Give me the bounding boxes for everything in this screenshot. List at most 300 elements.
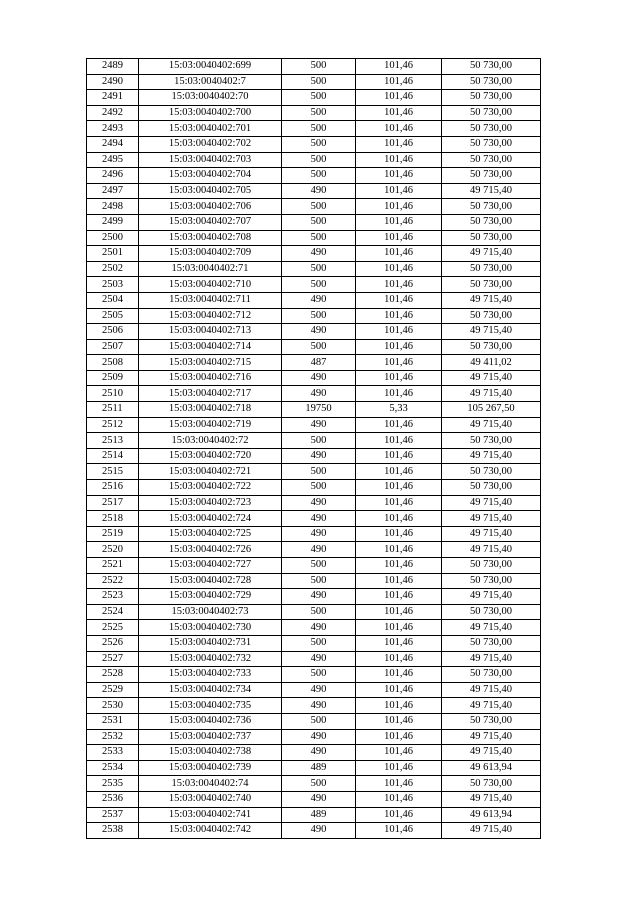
- cadastral-number-cell: 15:03:0040402:716: [139, 370, 282, 386]
- row-number-cell: 2530: [87, 698, 139, 714]
- value-cell: 50 730,00: [442, 308, 541, 324]
- rate-cell: 101,46: [356, 339, 442, 355]
- value-cell: 49 715,40: [442, 526, 541, 542]
- row-number-cell: 2498: [87, 199, 139, 215]
- cadastral-number-cell: 15:03:0040402:719: [139, 417, 282, 433]
- cadastral-number-cell: 15:03:0040402:738: [139, 745, 282, 761]
- area-cell: 490: [282, 698, 356, 714]
- row-number-cell: 2503: [87, 277, 139, 293]
- row-number-cell: 2504: [87, 292, 139, 308]
- rate-cell: 101,46: [356, 105, 442, 121]
- value-cell: 49 715,40: [442, 246, 541, 262]
- cadastral-number-cell: 15:03:0040402:708: [139, 230, 282, 246]
- cadastral-number-cell: 15:03:0040402:734: [139, 682, 282, 698]
- area-cell: 500: [282, 480, 356, 496]
- table-row: [87, 292, 541, 308]
- value-cell: 50 730,00: [442, 776, 541, 792]
- area-cell: 500: [282, 776, 356, 792]
- cadastral-number-cell: 15:03:0040402:724: [139, 511, 282, 527]
- row-number-cell: 2496: [87, 168, 139, 184]
- cadastral-number-cell: 15:03:0040402:73: [139, 604, 282, 620]
- area-cell: 490: [282, 620, 356, 636]
- value-cell: 50 730,00: [442, 635, 541, 651]
- table-row: [87, 121, 541, 137]
- value-cell: 49 715,40: [442, 292, 541, 308]
- cadastral-number-cell: 15:03:0040402:704: [139, 168, 282, 184]
- area-cell: 490: [282, 324, 356, 340]
- rate-cell: 101,46: [356, 448, 442, 464]
- value-cell: 50 730,00: [442, 667, 541, 683]
- rate-cell: 101,46: [356, 464, 442, 480]
- row-number-cell: 2529: [87, 682, 139, 698]
- area-cell: 500: [282, 105, 356, 121]
- row-number-cell: 2497: [87, 183, 139, 199]
- row-number-cell: 2528: [87, 667, 139, 683]
- cadastral-number-cell: 15:03:0040402:732: [139, 651, 282, 667]
- value-cell: 49 411,02: [442, 355, 541, 371]
- area-cell: 500: [282, 59, 356, 75]
- row-number-cell: 2491: [87, 90, 139, 106]
- area-cell: 500: [282, 230, 356, 246]
- cadastral-number-cell: 15:03:0040402:718: [139, 402, 282, 418]
- value-cell: 50 730,00: [442, 261, 541, 277]
- row-number-cell: 2525: [87, 620, 139, 636]
- value-cell: 49 715,40: [442, 495, 541, 511]
- value-cell: 49 715,40: [442, 324, 541, 340]
- row-number-cell: 2509: [87, 370, 139, 386]
- table-row: [87, 386, 541, 402]
- value-cell: 50 730,00: [442, 277, 541, 293]
- table-row: [87, 682, 541, 698]
- cadastral-number-cell: 15:03:0040402:707: [139, 214, 282, 230]
- row-number-cell: 2522: [87, 573, 139, 589]
- rate-cell: 101,46: [356, 745, 442, 761]
- rate-cell: 101,46: [356, 152, 442, 168]
- row-number-cell: 2523: [87, 589, 139, 605]
- table-row: [87, 402, 541, 418]
- cadastral-number-cell: 15:03:0040402:720: [139, 448, 282, 464]
- area-cell: 500: [282, 433, 356, 449]
- value-cell: 49 715,40: [442, 417, 541, 433]
- cadastral-number-cell: 15:03:0040402:731: [139, 635, 282, 651]
- table-row: [87, 729, 541, 745]
- area-cell: 489: [282, 807, 356, 823]
- table-row: [87, 573, 541, 589]
- rate-cell: 5,33: [356, 402, 442, 418]
- rate-cell: 101,46: [356, 604, 442, 620]
- table-row: [87, 168, 541, 184]
- rate-cell: 101,46: [356, 183, 442, 199]
- cadastral-number-cell: 15:03:0040402:730: [139, 620, 282, 636]
- row-number-cell: 2492: [87, 105, 139, 121]
- area-cell: 500: [282, 121, 356, 137]
- value-cell: 50 730,00: [442, 121, 541, 137]
- rate-cell: 101,46: [356, 433, 442, 449]
- row-number-cell: 2532: [87, 729, 139, 745]
- table-row: [87, 667, 541, 683]
- row-number-cell: 2489: [87, 59, 139, 75]
- row-number-cell: 2490: [87, 74, 139, 90]
- area-cell: 500: [282, 214, 356, 230]
- table-row: [87, 807, 541, 823]
- table-row: [87, 635, 541, 651]
- table-row: [87, 823, 541, 839]
- table-row: [87, 480, 541, 496]
- table-row: [87, 355, 541, 371]
- rate-cell: 101,46: [356, 823, 442, 839]
- area-cell: 500: [282, 90, 356, 106]
- table-row: [87, 604, 541, 620]
- rate-cell: 101,46: [356, 277, 442, 293]
- table-row: [87, 776, 541, 792]
- table-row: [87, 370, 541, 386]
- value-cell: 49 715,40: [442, 651, 541, 667]
- cadastral-number-cell: 15:03:0040402:712: [139, 308, 282, 324]
- row-number-cell: 2515: [87, 464, 139, 480]
- area-cell: 490: [282, 589, 356, 605]
- rate-cell: 101,46: [356, 355, 442, 371]
- value-cell: 49 613,94: [442, 760, 541, 776]
- cadastral-number-cell: 15:03:0040402:711: [139, 292, 282, 308]
- row-number-cell: 2493: [87, 121, 139, 137]
- area-cell: 490: [282, 651, 356, 667]
- rate-cell: 101,46: [356, 246, 442, 262]
- area-cell: 489: [282, 760, 356, 776]
- row-number-cell: 2533: [87, 745, 139, 761]
- cadastral-number-cell: 15:03:0040402:702: [139, 136, 282, 152]
- value-cell: 49 715,40: [442, 386, 541, 402]
- value-cell: 50 730,00: [442, 105, 541, 121]
- rate-cell: 101,46: [356, 651, 442, 667]
- area-cell: 490: [282, 511, 356, 527]
- cadastral-number-cell: 15:03:0040402:735: [139, 698, 282, 714]
- area-cell: 19750: [282, 402, 356, 418]
- area-cell: 500: [282, 604, 356, 620]
- row-number-cell: 2527: [87, 651, 139, 667]
- cadastral-number-cell: 15:03:0040402:71: [139, 261, 282, 277]
- table-row: [87, 136, 541, 152]
- rate-cell: 101,46: [356, 713, 442, 729]
- value-cell: 50 730,00: [442, 464, 541, 480]
- rate-cell: 101,46: [356, 495, 442, 511]
- rate-cell: 101,46: [356, 480, 442, 496]
- value-cell: 50 730,00: [442, 604, 541, 620]
- rate-cell: 101,46: [356, 292, 442, 308]
- table-row: [87, 698, 541, 714]
- cadastral-number-cell: 15:03:0040402:72: [139, 433, 282, 449]
- row-number-cell: 2534: [87, 760, 139, 776]
- table-row: [87, 246, 541, 262]
- rate-cell: 101,46: [356, 59, 442, 75]
- table-row: [87, 495, 541, 511]
- cadastral-number-cell: 15:03:0040402:715: [139, 355, 282, 371]
- area-cell: 500: [282, 339, 356, 355]
- table-row: [87, 339, 541, 355]
- cadastral-number-cell: 15:03:0040402:705: [139, 183, 282, 199]
- row-number-cell: 2520: [87, 542, 139, 558]
- area-cell: 490: [282, 682, 356, 698]
- area-cell: 500: [282, 464, 356, 480]
- row-number-cell: 2502: [87, 261, 139, 277]
- cadastral-number-cell: 15:03:0040402:722: [139, 480, 282, 496]
- cadastral-number-cell: 15:03:0040402:729: [139, 589, 282, 605]
- rate-cell: 101,46: [356, 324, 442, 340]
- cadastral-number-cell: 15:03:0040402:701: [139, 121, 282, 137]
- table-row: [87, 433, 541, 449]
- table-row: [87, 651, 541, 667]
- area-cell: 490: [282, 823, 356, 839]
- value-cell: 49 715,40: [442, 620, 541, 636]
- row-number-cell: 2508: [87, 355, 139, 371]
- row-number-cell: 2517: [87, 495, 139, 511]
- row-number-cell: 2519: [87, 526, 139, 542]
- table-row: [87, 324, 541, 340]
- rate-cell: 101,46: [356, 620, 442, 636]
- table-row: [87, 464, 541, 480]
- row-number-cell: 2521: [87, 558, 139, 574]
- value-cell: 50 730,00: [442, 214, 541, 230]
- cadastral-number-cell: 15:03:0040402:740: [139, 791, 282, 807]
- cadastral-number-cell: 15:03:0040402:736: [139, 713, 282, 729]
- value-cell: 49 715,40: [442, 791, 541, 807]
- rate-cell: 101,46: [356, 542, 442, 558]
- table-row: [87, 713, 541, 729]
- rate-cell: 101,46: [356, 791, 442, 807]
- cadastral-number-cell: 15:03:0040402:699: [139, 59, 282, 75]
- area-cell: 490: [282, 526, 356, 542]
- value-cell: 49 715,40: [442, 682, 541, 698]
- table-row: [87, 620, 541, 636]
- table-row: [87, 542, 541, 558]
- row-number-cell: 2514: [87, 448, 139, 464]
- value-cell: 49 715,40: [442, 823, 541, 839]
- rate-cell: 101,46: [356, 511, 442, 527]
- value-cell: 105 267,50: [442, 402, 541, 418]
- cadastral-number-cell: 15:03:0040402:733: [139, 667, 282, 683]
- land-parcel-table: [86, 58, 541, 839]
- rate-cell: 101,46: [356, 526, 442, 542]
- row-number-cell: 2537: [87, 807, 139, 823]
- area-cell: 487: [282, 355, 356, 371]
- table-row: [87, 214, 541, 230]
- rate-cell: 101,46: [356, 558, 442, 574]
- table-row: [87, 589, 541, 605]
- area-cell: 500: [282, 558, 356, 574]
- table-row: [87, 152, 541, 168]
- cadastral-number-cell: 15:03:0040402:742: [139, 823, 282, 839]
- area-cell: 500: [282, 277, 356, 293]
- cadastral-number-cell: 15:03:0040402:7: [139, 74, 282, 90]
- rate-cell: 101,46: [356, 168, 442, 184]
- area-cell: 500: [282, 168, 356, 184]
- value-cell: 50 730,00: [442, 713, 541, 729]
- area-cell: 490: [282, 745, 356, 761]
- area-cell: 490: [282, 183, 356, 199]
- area-cell: 490: [282, 386, 356, 402]
- table-row: [87, 230, 541, 246]
- rate-cell: 101,46: [356, 682, 442, 698]
- rate-cell: 101,46: [356, 667, 442, 683]
- row-number-cell: 2524: [87, 604, 139, 620]
- rate-cell: 101,46: [356, 308, 442, 324]
- cadastral-number-cell: 15:03:0040402:721: [139, 464, 282, 480]
- value-cell: 49 715,40: [442, 183, 541, 199]
- cadastral-number-cell: 15:03:0040402:728: [139, 573, 282, 589]
- row-number-cell: 2511: [87, 402, 139, 418]
- rate-cell: 101,46: [356, 698, 442, 714]
- value-cell: 50 730,00: [442, 74, 541, 90]
- value-cell: 49 715,40: [442, 729, 541, 745]
- value-cell: 49 715,40: [442, 589, 541, 605]
- area-cell: 500: [282, 713, 356, 729]
- cadastral-number-cell: 15:03:0040402:737: [139, 729, 282, 745]
- row-number-cell: 2494: [87, 136, 139, 152]
- rate-cell: 101,46: [356, 90, 442, 106]
- cadastral-number-cell: 15:03:0040402:739: [139, 760, 282, 776]
- area-cell: 490: [282, 370, 356, 386]
- row-number-cell: 2513: [87, 433, 139, 449]
- area-cell: 500: [282, 308, 356, 324]
- table-row: [87, 526, 541, 542]
- area-cell: 490: [282, 246, 356, 262]
- area-cell: 500: [282, 667, 356, 683]
- table-row: [87, 199, 541, 215]
- value-cell: 49 715,40: [442, 745, 541, 761]
- area-cell: 490: [282, 729, 356, 745]
- row-number-cell: 2512: [87, 417, 139, 433]
- area-cell: 500: [282, 573, 356, 589]
- value-cell: 49 715,40: [442, 511, 541, 527]
- cadastral-number-cell: 15:03:0040402:714: [139, 339, 282, 355]
- rate-cell: 101,46: [356, 807, 442, 823]
- table-row: [87, 558, 541, 574]
- row-number-cell: 2536: [87, 791, 139, 807]
- area-cell: 500: [282, 199, 356, 215]
- row-number-cell: 2507: [87, 339, 139, 355]
- cadastral-number-cell: 15:03:0040402:703: [139, 152, 282, 168]
- area-cell: 500: [282, 74, 356, 90]
- rate-cell: 101,46: [356, 386, 442, 402]
- rate-cell: 101,46: [356, 776, 442, 792]
- cadastral-number-cell: 15:03:0040402:726: [139, 542, 282, 558]
- row-number-cell: 2518: [87, 511, 139, 527]
- cadastral-number-cell: 15:03:0040402:709: [139, 246, 282, 262]
- table-row: [87, 448, 541, 464]
- row-number-cell: 2501: [87, 246, 139, 262]
- row-number-cell: 2531: [87, 713, 139, 729]
- cadastral-number-cell: 15:03:0040402:706: [139, 199, 282, 215]
- rate-cell: 101,46: [356, 729, 442, 745]
- value-cell: 49 715,40: [442, 542, 541, 558]
- table-row: [87, 760, 541, 776]
- table-row: [87, 277, 541, 293]
- value-cell: 49 715,40: [442, 370, 541, 386]
- rate-cell: 101,46: [356, 417, 442, 433]
- table-row: [87, 261, 541, 277]
- value-cell: 49 613,94: [442, 807, 541, 823]
- rate-cell: 101,46: [356, 74, 442, 90]
- area-cell: 500: [282, 635, 356, 651]
- value-cell: 50 730,00: [442, 558, 541, 574]
- area-cell: 490: [282, 495, 356, 511]
- rate-cell: 101,46: [356, 199, 442, 215]
- table-body: [87, 59, 541, 839]
- value-cell: 49 715,40: [442, 698, 541, 714]
- table-row: [87, 417, 541, 433]
- rate-cell: 101,46: [356, 261, 442, 277]
- row-number-cell: 2506: [87, 324, 139, 340]
- row-number-cell: 2538: [87, 823, 139, 839]
- area-cell: 500: [282, 152, 356, 168]
- row-number-cell: 2526: [87, 635, 139, 651]
- rate-cell: 101,46: [356, 230, 442, 246]
- value-cell: 50 730,00: [442, 90, 541, 106]
- row-number-cell: 2516: [87, 480, 139, 496]
- value-cell: 50 730,00: [442, 199, 541, 215]
- table-row: [87, 511, 541, 527]
- cadastral-number-cell: 15:03:0040402:741: [139, 807, 282, 823]
- rate-cell: 101,46: [356, 121, 442, 137]
- area-cell: 500: [282, 261, 356, 277]
- value-cell: 50 730,00: [442, 59, 541, 75]
- rate-cell: 101,46: [356, 635, 442, 651]
- rate-cell: 101,46: [356, 589, 442, 605]
- value-cell: 50 730,00: [442, 152, 541, 168]
- cadastral-number-cell: 15:03:0040402:725: [139, 526, 282, 542]
- table-row: [87, 105, 541, 121]
- cadastral-number-cell: 15:03:0040402:727: [139, 558, 282, 574]
- cadastral-number-cell: 15:03:0040402:713: [139, 324, 282, 340]
- value-cell: 50 730,00: [442, 136, 541, 152]
- rate-cell: 101,46: [356, 214, 442, 230]
- value-cell: 50 730,00: [442, 433, 541, 449]
- row-number-cell: 2495: [87, 152, 139, 168]
- cadastral-number-cell: 15:03:0040402:700: [139, 105, 282, 121]
- area-cell: 490: [282, 542, 356, 558]
- table-row: [87, 59, 541, 75]
- row-number-cell: 2500: [87, 230, 139, 246]
- cadastral-number-cell: 15:03:0040402:74: [139, 776, 282, 792]
- value-cell: 50 730,00: [442, 480, 541, 496]
- row-number-cell: 2499: [87, 214, 139, 230]
- table-row: [87, 745, 541, 761]
- value-cell: 50 730,00: [442, 339, 541, 355]
- rate-cell: 101,46: [356, 573, 442, 589]
- cadastral-number-cell: 15:03:0040402:723: [139, 495, 282, 511]
- value-cell: 49 715,40: [442, 448, 541, 464]
- cadastral-number-cell: 15:03:0040402:70: [139, 90, 282, 106]
- rate-cell: 101,46: [356, 136, 442, 152]
- row-number-cell: 2505: [87, 308, 139, 324]
- area-cell: 490: [282, 791, 356, 807]
- cadastral-number-cell: 15:03:0040402:717: [139, 386, 282, 402]
- area-cell: 490: [282, 417, 356, 433]
- table-row: [87, 791, 541, 807]
- row-number-cell: 2535: [87, 776, 139, 792]
- area-cell: 490: [282, 292, 356, 308]
- value-cell: 50 730,00: [442, 168, 541, 184]
- area-cell: 500: [282, 136, 356, 152]
- rate-cell: 101,46: [356, 370, 442, 386]
- value-cell: 50 730,00: [442, 230, 541, 246]
- value-cell: 50 730,00: [442, 573, 541, 589]
- row-number-cell: 2510: [87, 386, 139, 402]
- rate-cell: 101,46: [356, 760, 442, 776]
- table-row: [87, 308, 541, 324]
- table-row: [87, 183, 541, 199]
- table-row: [87, 74, 541, 90]
- area-cell: 490: [282, 448, 356, 464]
